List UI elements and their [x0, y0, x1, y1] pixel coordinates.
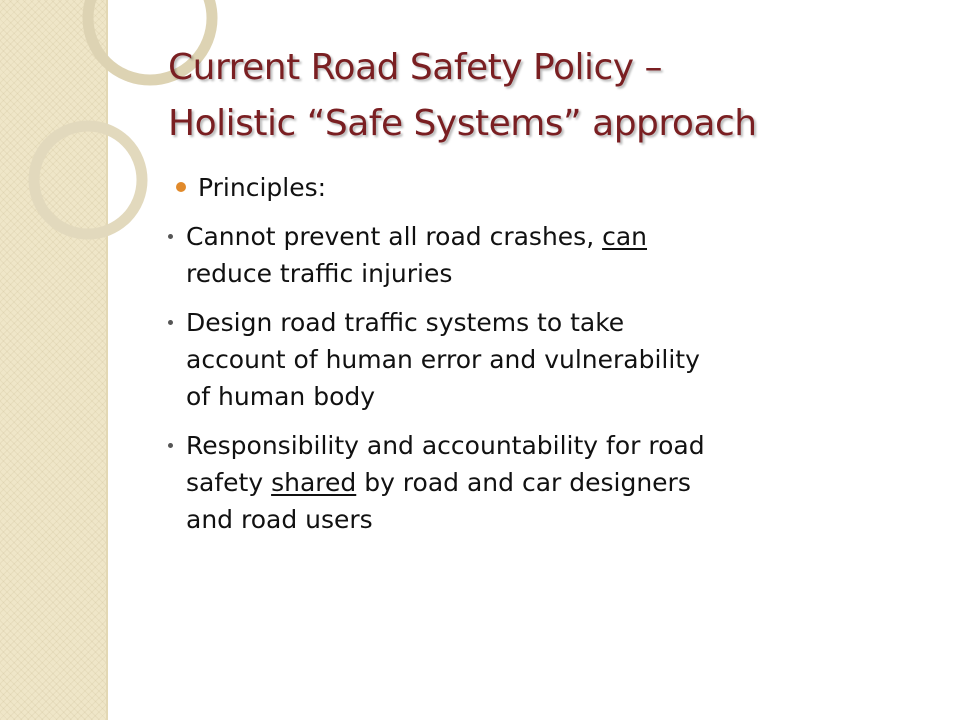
list-item — [160, 304, 950, 415]
title-line-1: Current Road Safety Policy – — [168, 47, 663, 88]
principles-heading — [176, 168, 326, 208]
bullet-dot-icon — [168, 234, 173, 239]
bullet-3-line-3: and road users — [186, 505, 373, 534]
slide-title — [168, 40, 948, 152]
bullet-1-line-1 — [186, 218, 950, 255]
bullet-3-underlined-word: shared — [271, 468, 357, 497]
side-band-edge — [106, 0, 108, 720]
bullet-2-line-2: account of human error and vulnerability — [186, 345, 700, 374]
list-item — [160, 218, 950, 292]
bullet-3-text-b: by road and car designers — [356, 468, 691, 497]
bullet-dot-icon — [168, 443, 173, 448]
bullet-3-line-1: Responsibility and accountability for road — [186, 431, 705, 460]
title-line-2: Holistic “Safe Systems” approach — [168, 103, 757, 144]
bullet-1-underlined-word: can — [602, 222, 648, 251]
bullet-1-text: Cannot prevent all road crashes, — [186, 222, 603, 251]
bullet-2-line-3: of human body — [186, 382, 376, 411]
list-item — [160, 427, 950, 538]
principles-label: Principles: — [198, 173, 327, 202]
bullet-1-line-2: reduce traffic injuries — [186, 259, 453, 288]
orange-bullet-icon — [176, 182, 186, 192]
principles-list — [160, 218, 950, 550]
bullet-3-text-a: safety — [186, 468, 272, 497]
bullet-dot-icon — [168, 320, 173, 325]
bullet-2-line-1: Design road traffic systems to take — [186, 308, 625, 337]
decorative-side-band — [0, 0, 106, 720]
bullet-3-line-2 — [186, 464, 950, 501]
